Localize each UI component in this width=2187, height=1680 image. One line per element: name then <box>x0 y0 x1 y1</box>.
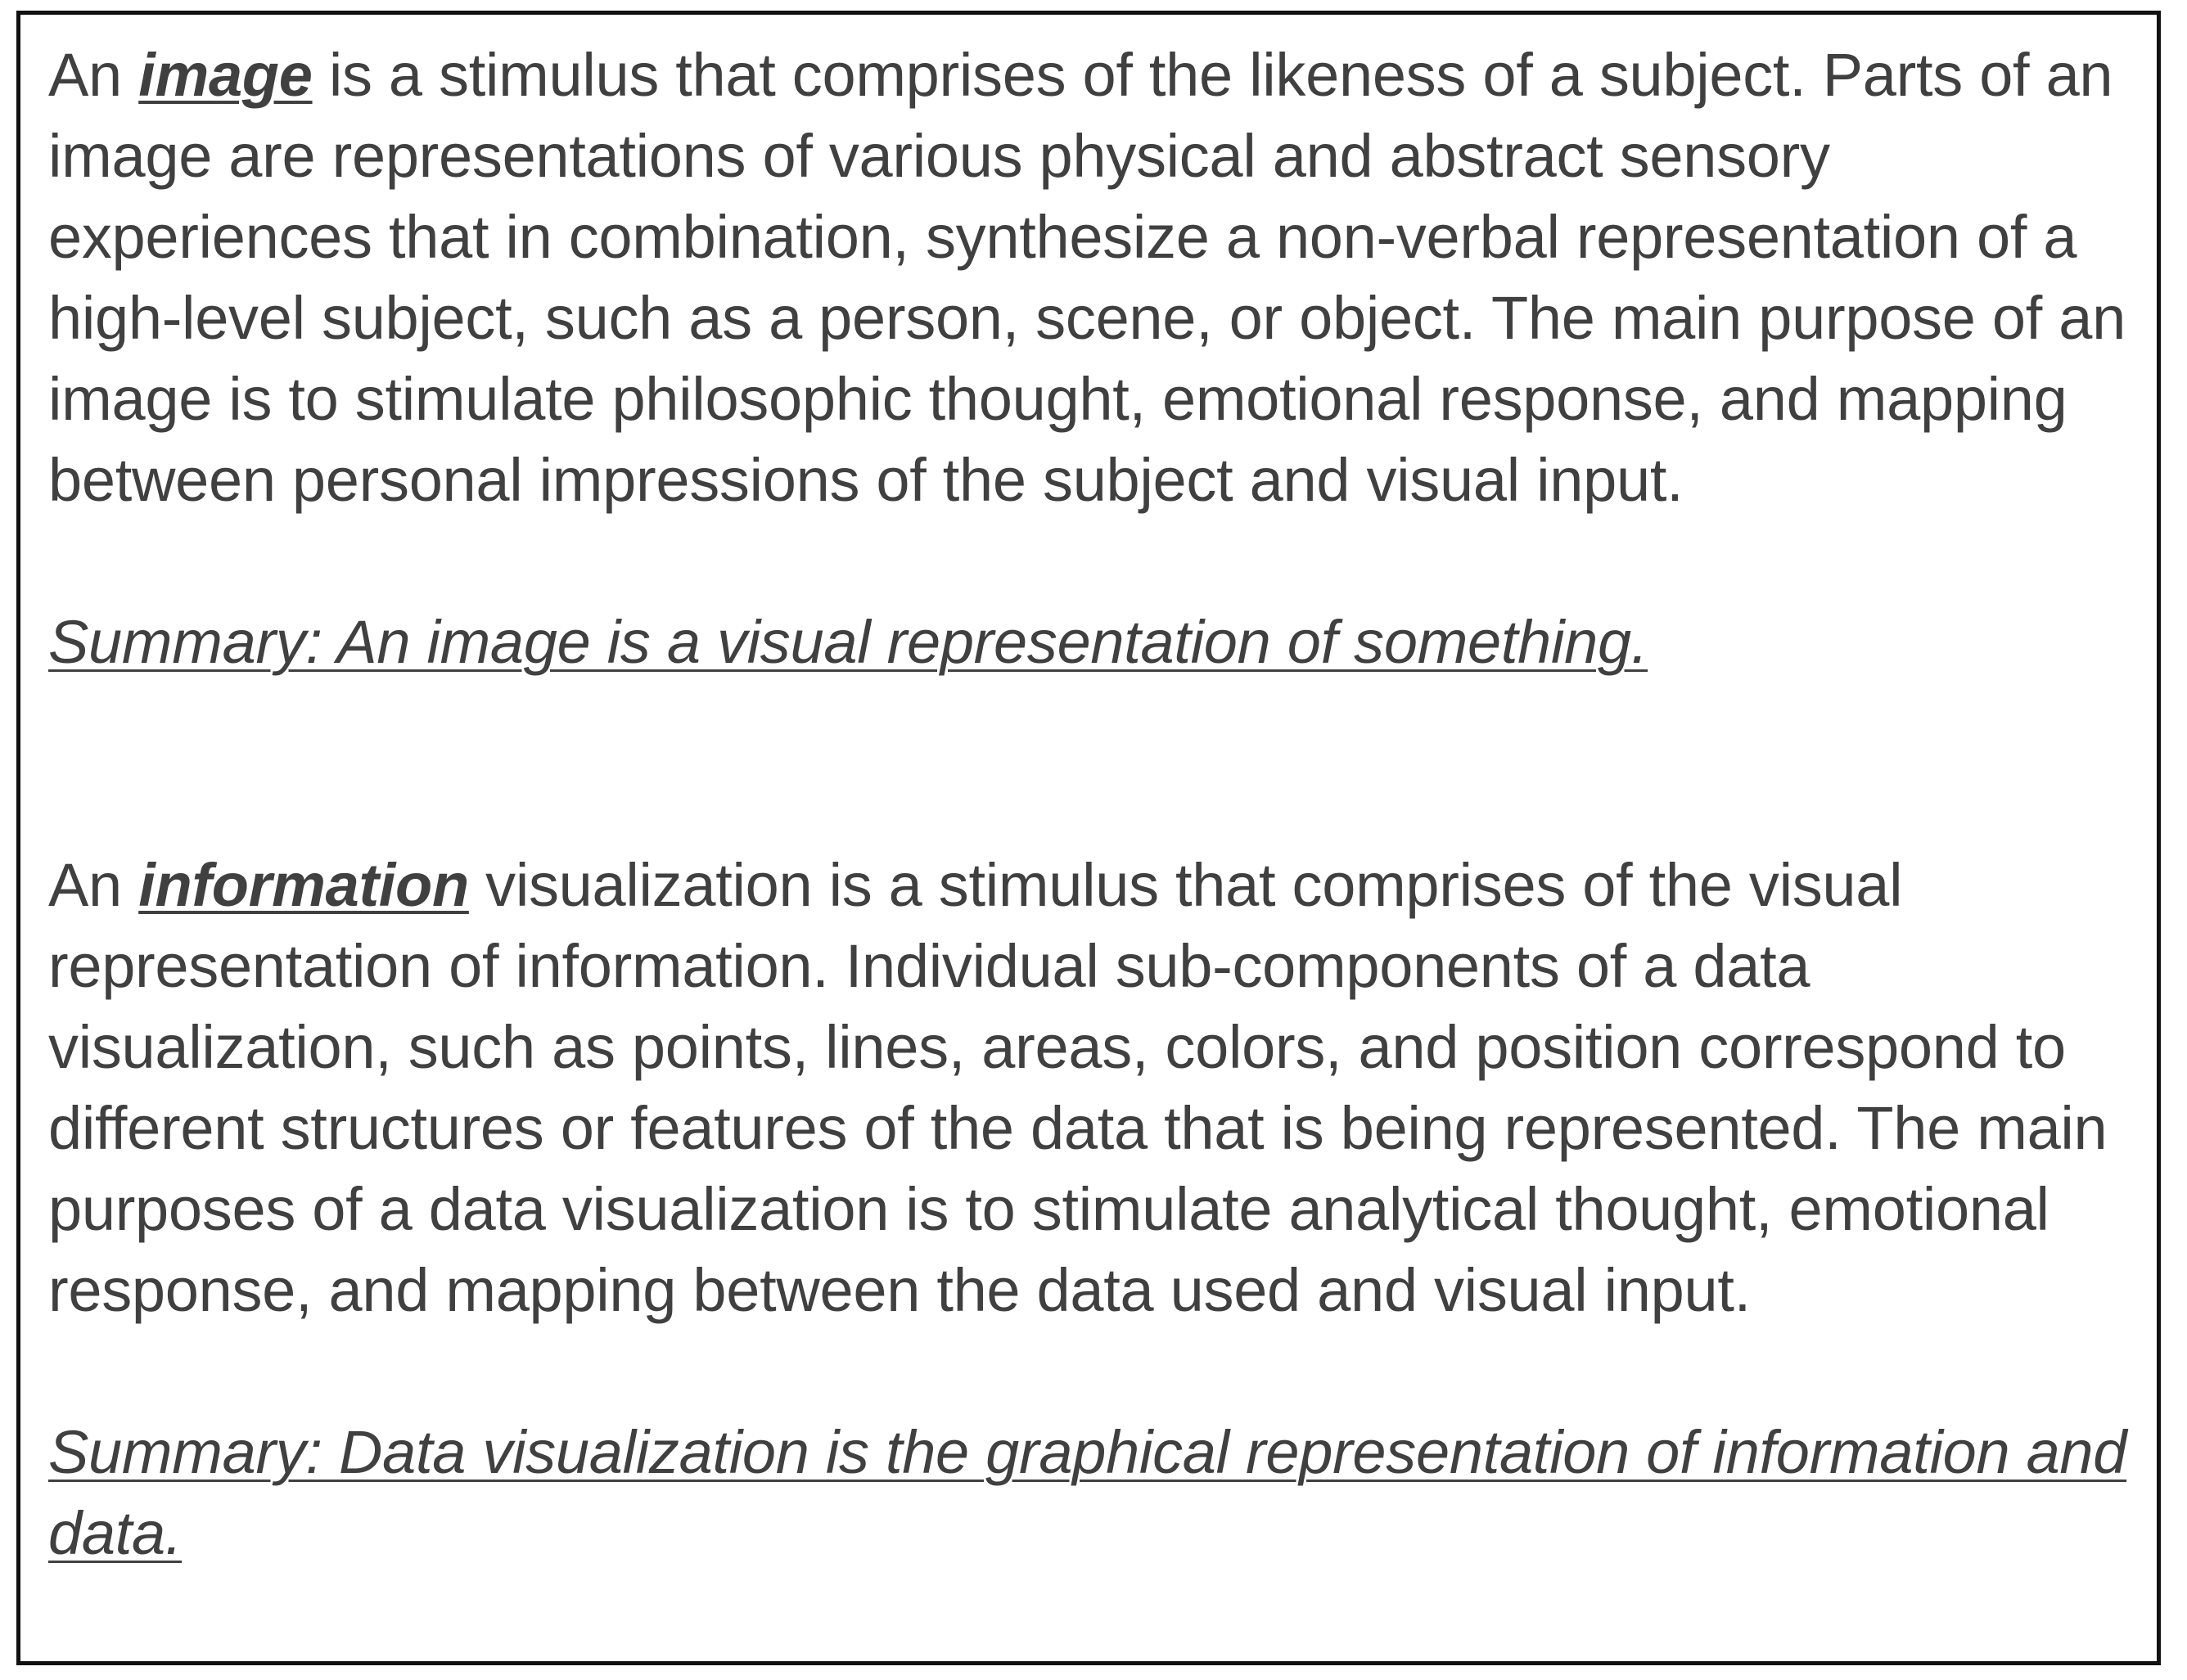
image-term: image <box>138 41 313 109</box>
information-definition-lead: An <box>48 851 139 919</box>
definition-content <box>48 34 2144 1574</box>
information-definition-body: visualization is a stimulus that comprises of the visual representation of information. Individual sub-components of a data visualization, such as points, lines, areas, colors, and position correspond to different structures or features of the data that is being represented. The main purposes of a data visualization is to stimulate analytical thought, emotional response, and mapping between the data used and visual input. <box>48 851 2108 1324</box>
section-spacer <box>48 682 2144 845</box>
image-definition-paragraph <box>48 34 2144 520</box>
information-definition-paragraph <box>48 845 2144 1331</box>
image-summary-paragraph <box>48 601 2144 682</box>
information-term: information <box>138 851 469 919</box>
information-summary: Summary: Data visualization is the graphical representation of information and data. <box>48 1418 2127 1567</box>
information-summary-paragraph <box>48 1412 2144 1574</box>
paragraph-spacer <box>48 1331 2144 1412</box>
image-summary: Summary: An image is a visual representation of something. <box>48 608 1648 676</box>
image-definition-body: is a stimulus that comprises of the likeness of a subject. Parts of an image are representations of various physical and abstract sensory experiences that in combination, synthesize a non-verbal representation of a high-level subject, such as a person, scene, or object. The main purpose of an image is to stimulate philosophic thought, emotional response, and mapping between personal impressions of the subject and visual input. <box>48 41 2126 514</box>
definition-box <box>16 11 2161 1665</box>
paragraph-spacer <box>48 520 2144 601</box>
image-definition-lead: An <box>48 41 139 109</box>
